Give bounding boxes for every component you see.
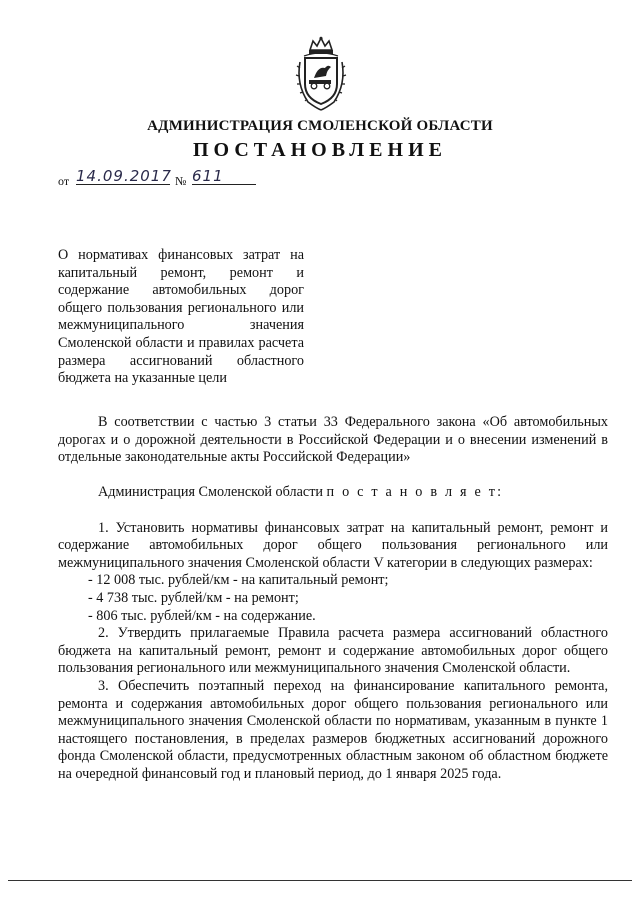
decree-intro: Администрация Смоленской области [98,484,323,501]
date-label: от [58,174,70,188]
preamble-paragraph: В соответствии с частью 3 статьи 33 Федерального закона «Об автомобильных дорогах и о дорожной деятельности в Российской Федерации и о внесении изменений в отдельные законодательные акты Российской Федерации» [58,414,608,466]
organization-name: АДМИНИСТРАЦИЯ СМОЛЕНСКОЙ ОБЛАСТИ [147,118,493,134]
number-label: № [175,174,187,188]
item-2-paragraph: 2. Утвердить прилагаемые Правила расчета размера ассигнований областного бюджета на капитальный ремонт, ремонт и содержание автомобильных дорог общего пользования регионального или межмуниципального значения Смоленской области. [58,625,608,677]
rate-capital-repair: - 12 008 тыс. рублей/км - на капитальный ремонт; [88,572,389,589]
date-value: 14.09.2017 [76,167,172,185]
rate-maintenance: - 806 тыс. рублей/км - на содержание. [88,607,316,624]
item-3-paragraph: 3. Обеспечить поэтапный переход на финансирование капитального ремонта, ремонта и содержания автомобильных дорог общего пользования регионального или межмуниципального значения Смоленской области по нормативам, указанным в пункте 1 настоящего постановления, в пределах размеров бюджетных ассигнований дорожного фонда Смоленской области, предусмотренных областным законом об областном бюджете на очередной финансовый год и плановый период, до 1 января 2025 года. [58,677,608,782]
number-value: 611 [192,168,256,185]
decree-word: п о с т а н о в л я е т: [326,484,504,501]
document-subject: О нормативах финансовых затрат на капитальный ремонт, ремонт и содержание автомобильных дорог общего пользования регионального или межмуниципального значения Смоленской области и правилах расчета размера ассигнований областного бюджета на указанные цели [58,247,304,387]
page-bottom-rule [8,880,632,881]
rate-repair: - 4 738 тыс. рублей/км - на ремонт; [88,589,299,606]
document-body [58,414,608,783]
document-type-title: ПОСТАНОВЛЕНИЕ [193,139,447,161]
item-1-paragraph: 1. Установить нормативы финансовых затрат на капитальный ремонт, ремонт и содержание автомобильных дорог общего пользования регионального или межмуниципального значения Смоленской области V категории в следующих размерах: [58,519,608,571]
coat-of-arms-icon [294,36,348,112]
decree-paragraph [58,484,608,502]
